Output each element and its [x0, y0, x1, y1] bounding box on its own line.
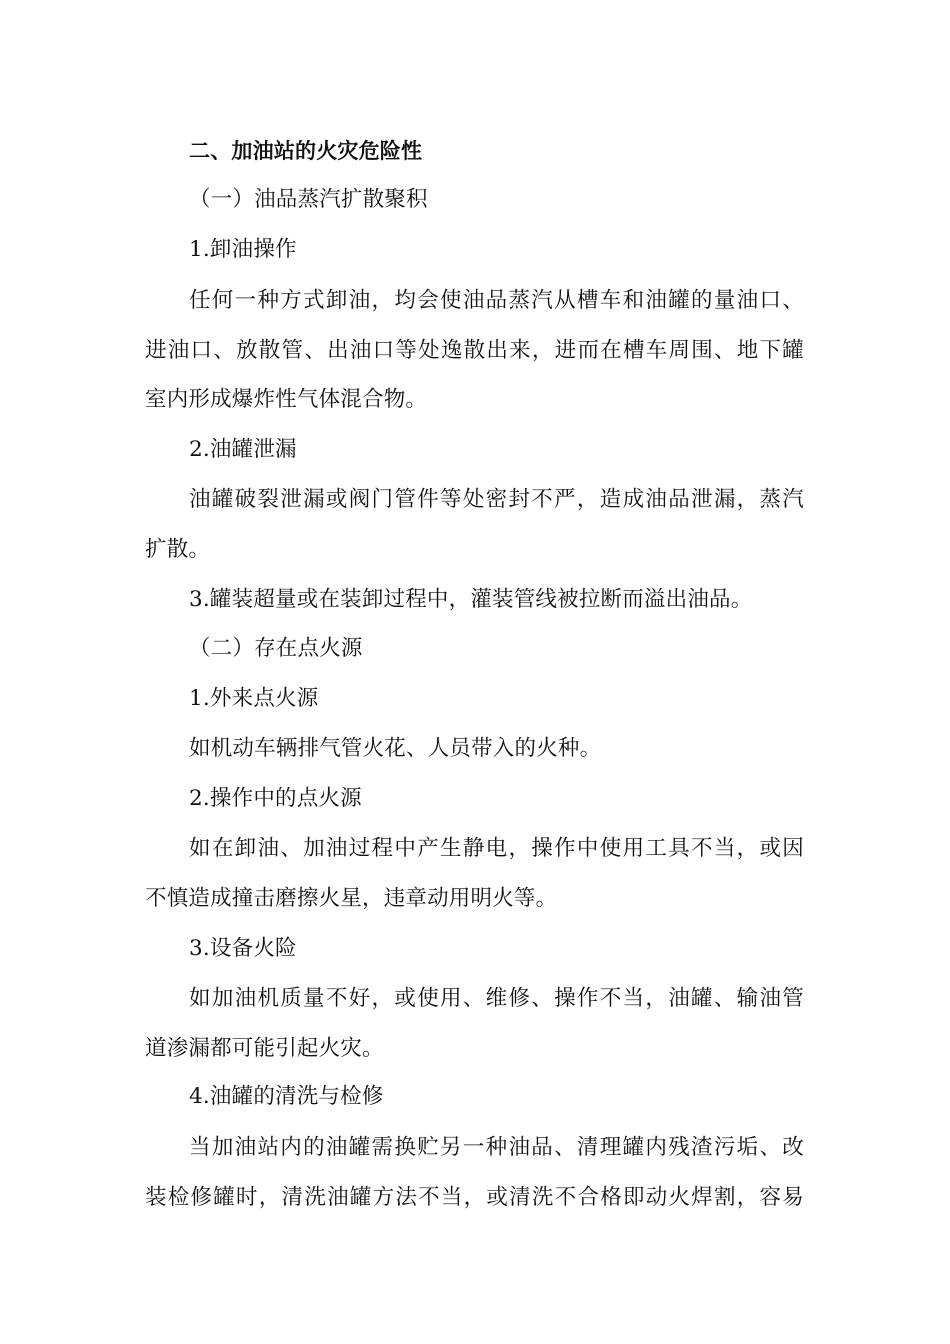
paragraph-line: 扩散。	[145, 537, 211, 562]
paragraph-line: 不慎造成撞击磨擦火星，违章动用明火等。	[145, 886, 558, 911]
item-title-overfill: 3.罐装超量或在装卸过程中，灌装管线被拉断而溢出油品。	[189, 587, 753, 612]
section-heading: 二、加油站的火灾危险性	[189, 139, 423, 163]
paragraph-line: 室内形成爆炸性气体混合物。	[145, 387, 428, 412]
paragraph-line: 装检修罐时，清洗油罐方法不当，或清洗不合格即动火焊割，容易	[145, 1185, 804, 1210]
subsection-title-vapor: （一）油品蒸汽扩散聚积	[189, 187, 428, 212]
subsection-title-ignition: （二）存在点火源	[189, 636, 363, 661]
item-title-unloading: 1.卸油操作	[189, 237, 297, 262]
item-title-tank-cleaning: 4.油罐的清洗与检修	[189, 1084, 384, 1109]
item-title-external-ignition: 1.外来点火源	[189, 686, 319, 711]
paragraph-line: 进油口、放散管、出油口等处逸散出来，进而在槽车周围、地下罐	[145, 338, 804, 363]
item-title-tank-leak: 2.油罐泄漏	[189, 437, 297, 462]
paragraph-line: 油罐破裂泄漏或阀门管件等处密封不严，造成油品泄漏，蒸汽	[189, 487, 804, 512]
paragraph-line: 当加油站内的油罐需换贮另一种油品、清理罐内残渣污垢、改	[189, 1135, 804, 1160]
paragraph-line: 任何一种方式卸油，均会使油品蒸汽从槽车和油罐的量油口、	[189, 288, 804, 313]
paragraph-line: 如在卸油、加油过程中产生静电，操作中使用工具不当，或因	[189, 836, 804, 861]
item-title-operational-ignition: 2.操作中的点火源	[189, 786, 362, 811]
paragraph-line: 如机动车辆排气管火花、人员带入的火种。	[189, 736, 602, 761]
paragraph-line: 道渗漏都可能引起火灾。	[145, 1036, 384, 1061]
paragraph-line: 如加油机质量不好，或使用、维修、操作不当，油罐、输油管	[189, 986, 804, 1011]
item-title-equipment-hazard: 3.设备火险	[189, 936, 297, 961]
